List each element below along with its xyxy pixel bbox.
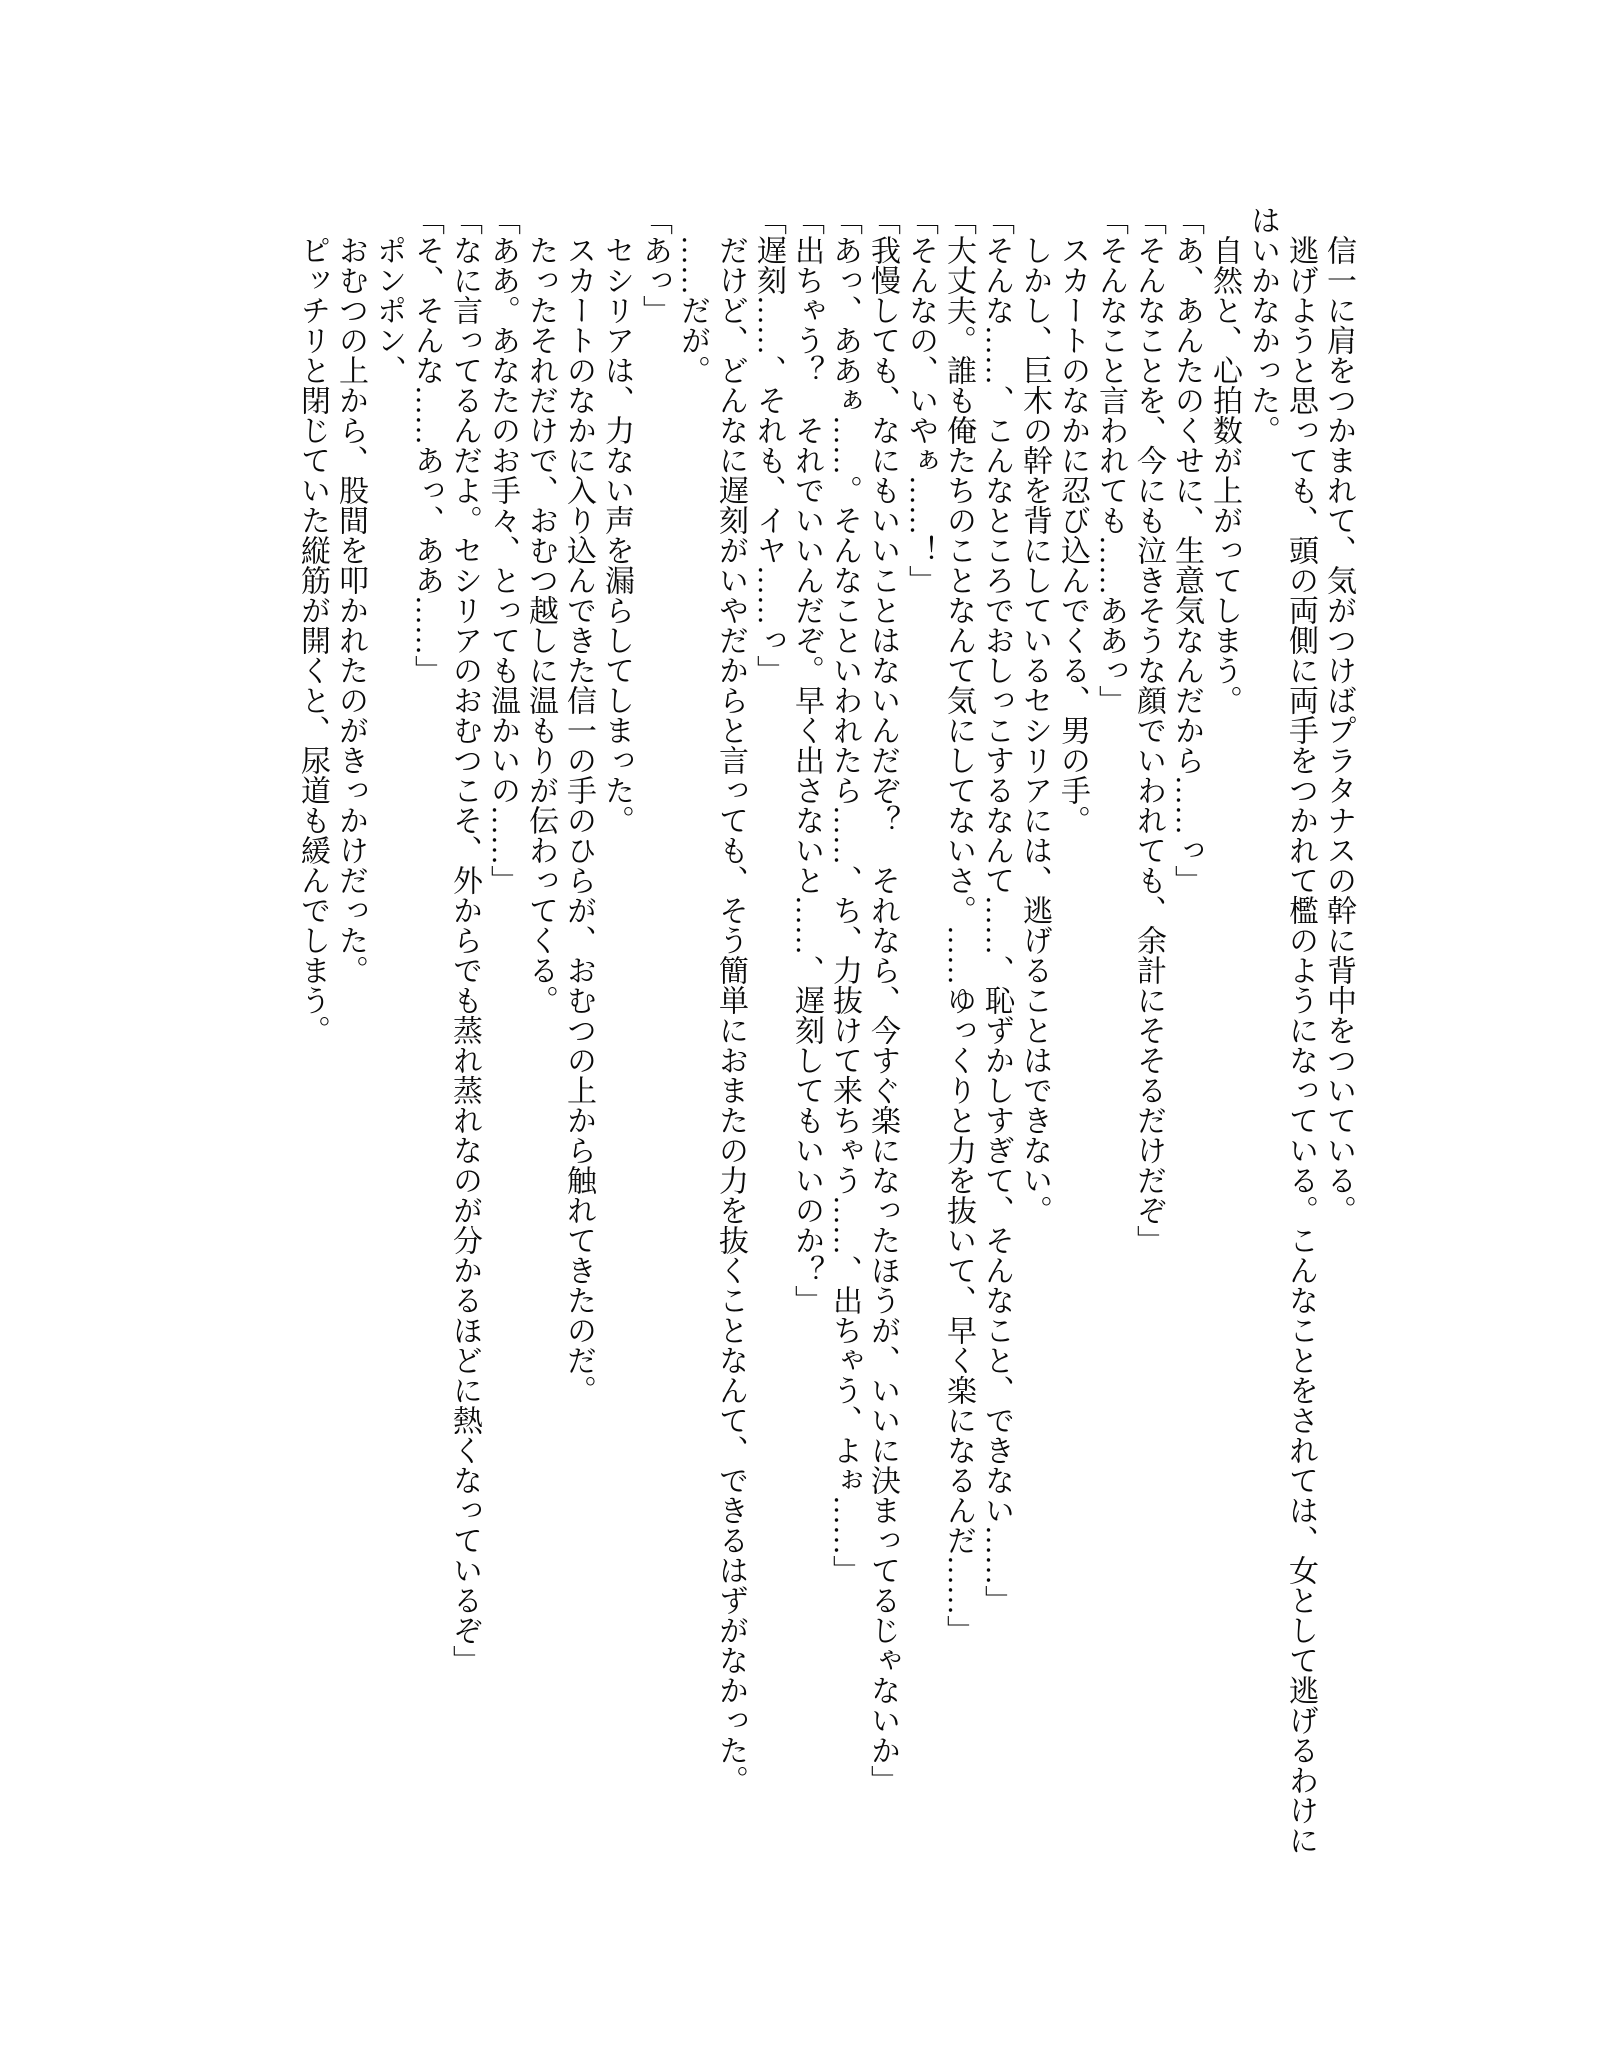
dialogue-line: 「あっ」 bbox=[638, 205, 671, 325]
dialogue-line: 「そんなことを、今にも泣きそうな顔でいわれても、余計にそそるだけだぞ」 bbox=[1132, 205, 1165, 1255]
dialogue-line: 「あっ、ああぁ……。そんなこといわれたら……、ち、力抜けて来ちゃう……、出ちゃう、よぉ……」 bbox=[828, 205, 861, 1585]
narrative-line: 逃げようと思っても、頭の両側に両手をつかれて檻のようになっている。こんなことをされては、女として逃げるわけにはいかなかった。 bbox=[1246, 205, 1317, 1855]
narrative-line: 自然と、心拍数が上がってしまう。 bbox=[1208, 235, 1241, 715]
narrative-line: ピッチリと閉じていた縦筋が開くと、尿道も緩んでしまう。 bbox=[296, 235, 329, 1045]
dialogue-line: 「そんなこと言われても……ああっ」 bbox=[1094, 205, 1127, 715]
narrative-line: ポンポン、 bbox=[372, 235, 405, 385]
dialogue-line: 「なに言ってるんだよ。セシリアのおむつこそ、外からでも蒸れ蒸れなのが分かるほどに熱くなっているぞ」 bbox=[448, 205, 481, 1675]
dialogue-line: 「そ、そんな……あっ、ああ……」 bbox=[410, 205, 443, 685]
dialogue-line: 「遅刻……、それも、イヤ……っ」 bbox=[752, 205, 785, 685]
narrative-line: おむつの上から、股間を叩かれたのがきっかけだった。 bbox=[334, 235, 367, 985]
dialogue-line: 「ああ。あなたのお手々、とっても温かいの……」 bbox=[486, 205, 519, 895]
narrative-line: しかし、巨木の幹を背にしているセシリアには、逃げることはできない。 bbox=[1018, 235, 1051, 1225]
dialogue-line: 「我慢しても、なにもいいことはないんだぞ？ それなら、今すぐ楽になったほうが、いいに決まってるじゃないか」 bbox=[866, 205, 899, 1795]
narrative-line: 信一に肩をつかまれて、気がつけばプラタナスの幹に背中をついている。 bbox=[1322, 235, 1355, 1225]
narrative-line: セシリアは、力ない声を漏らしてしまった。 bbox=[600, 235, 633, 835]
narrative-line: スカートのなかに忍び込んでくる、男の手。 bbox=[1056, 235, 1089, 835]
dialogue-line: 「そんな……、こんなところでおしっこするなんて……、恥ずかしすぎて、そんなこと、できない……」 bbox=[980, 205, 1013, 1615]
dialogue-line: 「あ、あんたのくせに、生意気なんだから……っ」 bbox=[1170, 205, 1203, 895]
narrative-line: ……だが。 bbox=[676, 235, 709, 385]
narrative-line: たったそれだけで、おむつ越しに温もりが伝わってくる。 bbox=[524, 235, 557, 1015]
dialogue-line: 「そんなの、いやぁ……！」 bbox=[904, 205, 937, 595]
novel-text-block bbox=[277, 205, 1357, 1860]
narrative-line: スカートのなかに入り込んできた信一の手のひらが、おむつの上から触れてきたのだ。 bbox=[562, 235, 595, 1405]
narrative-line: だけど、どんなに遅刻がいやだからと言っても、そう簡単におまたの力を抜くことなんて、できるはずがなかった。 bbox=[714, 235, 747, 1795]
dialogue-line: 「出ちゃう？ それでいいんだぞ。早く出さないと……、遅刻してもいいのか？」 bbox=[790, 205, 823, 1315]
dialogue-line: 「大丈夫。誰も俺たちのことなんて気にしてないさ。……ゆっくりと力を抜いて、早く楽になるんだ……」 bbox=[942, 205, 975, 1645]
